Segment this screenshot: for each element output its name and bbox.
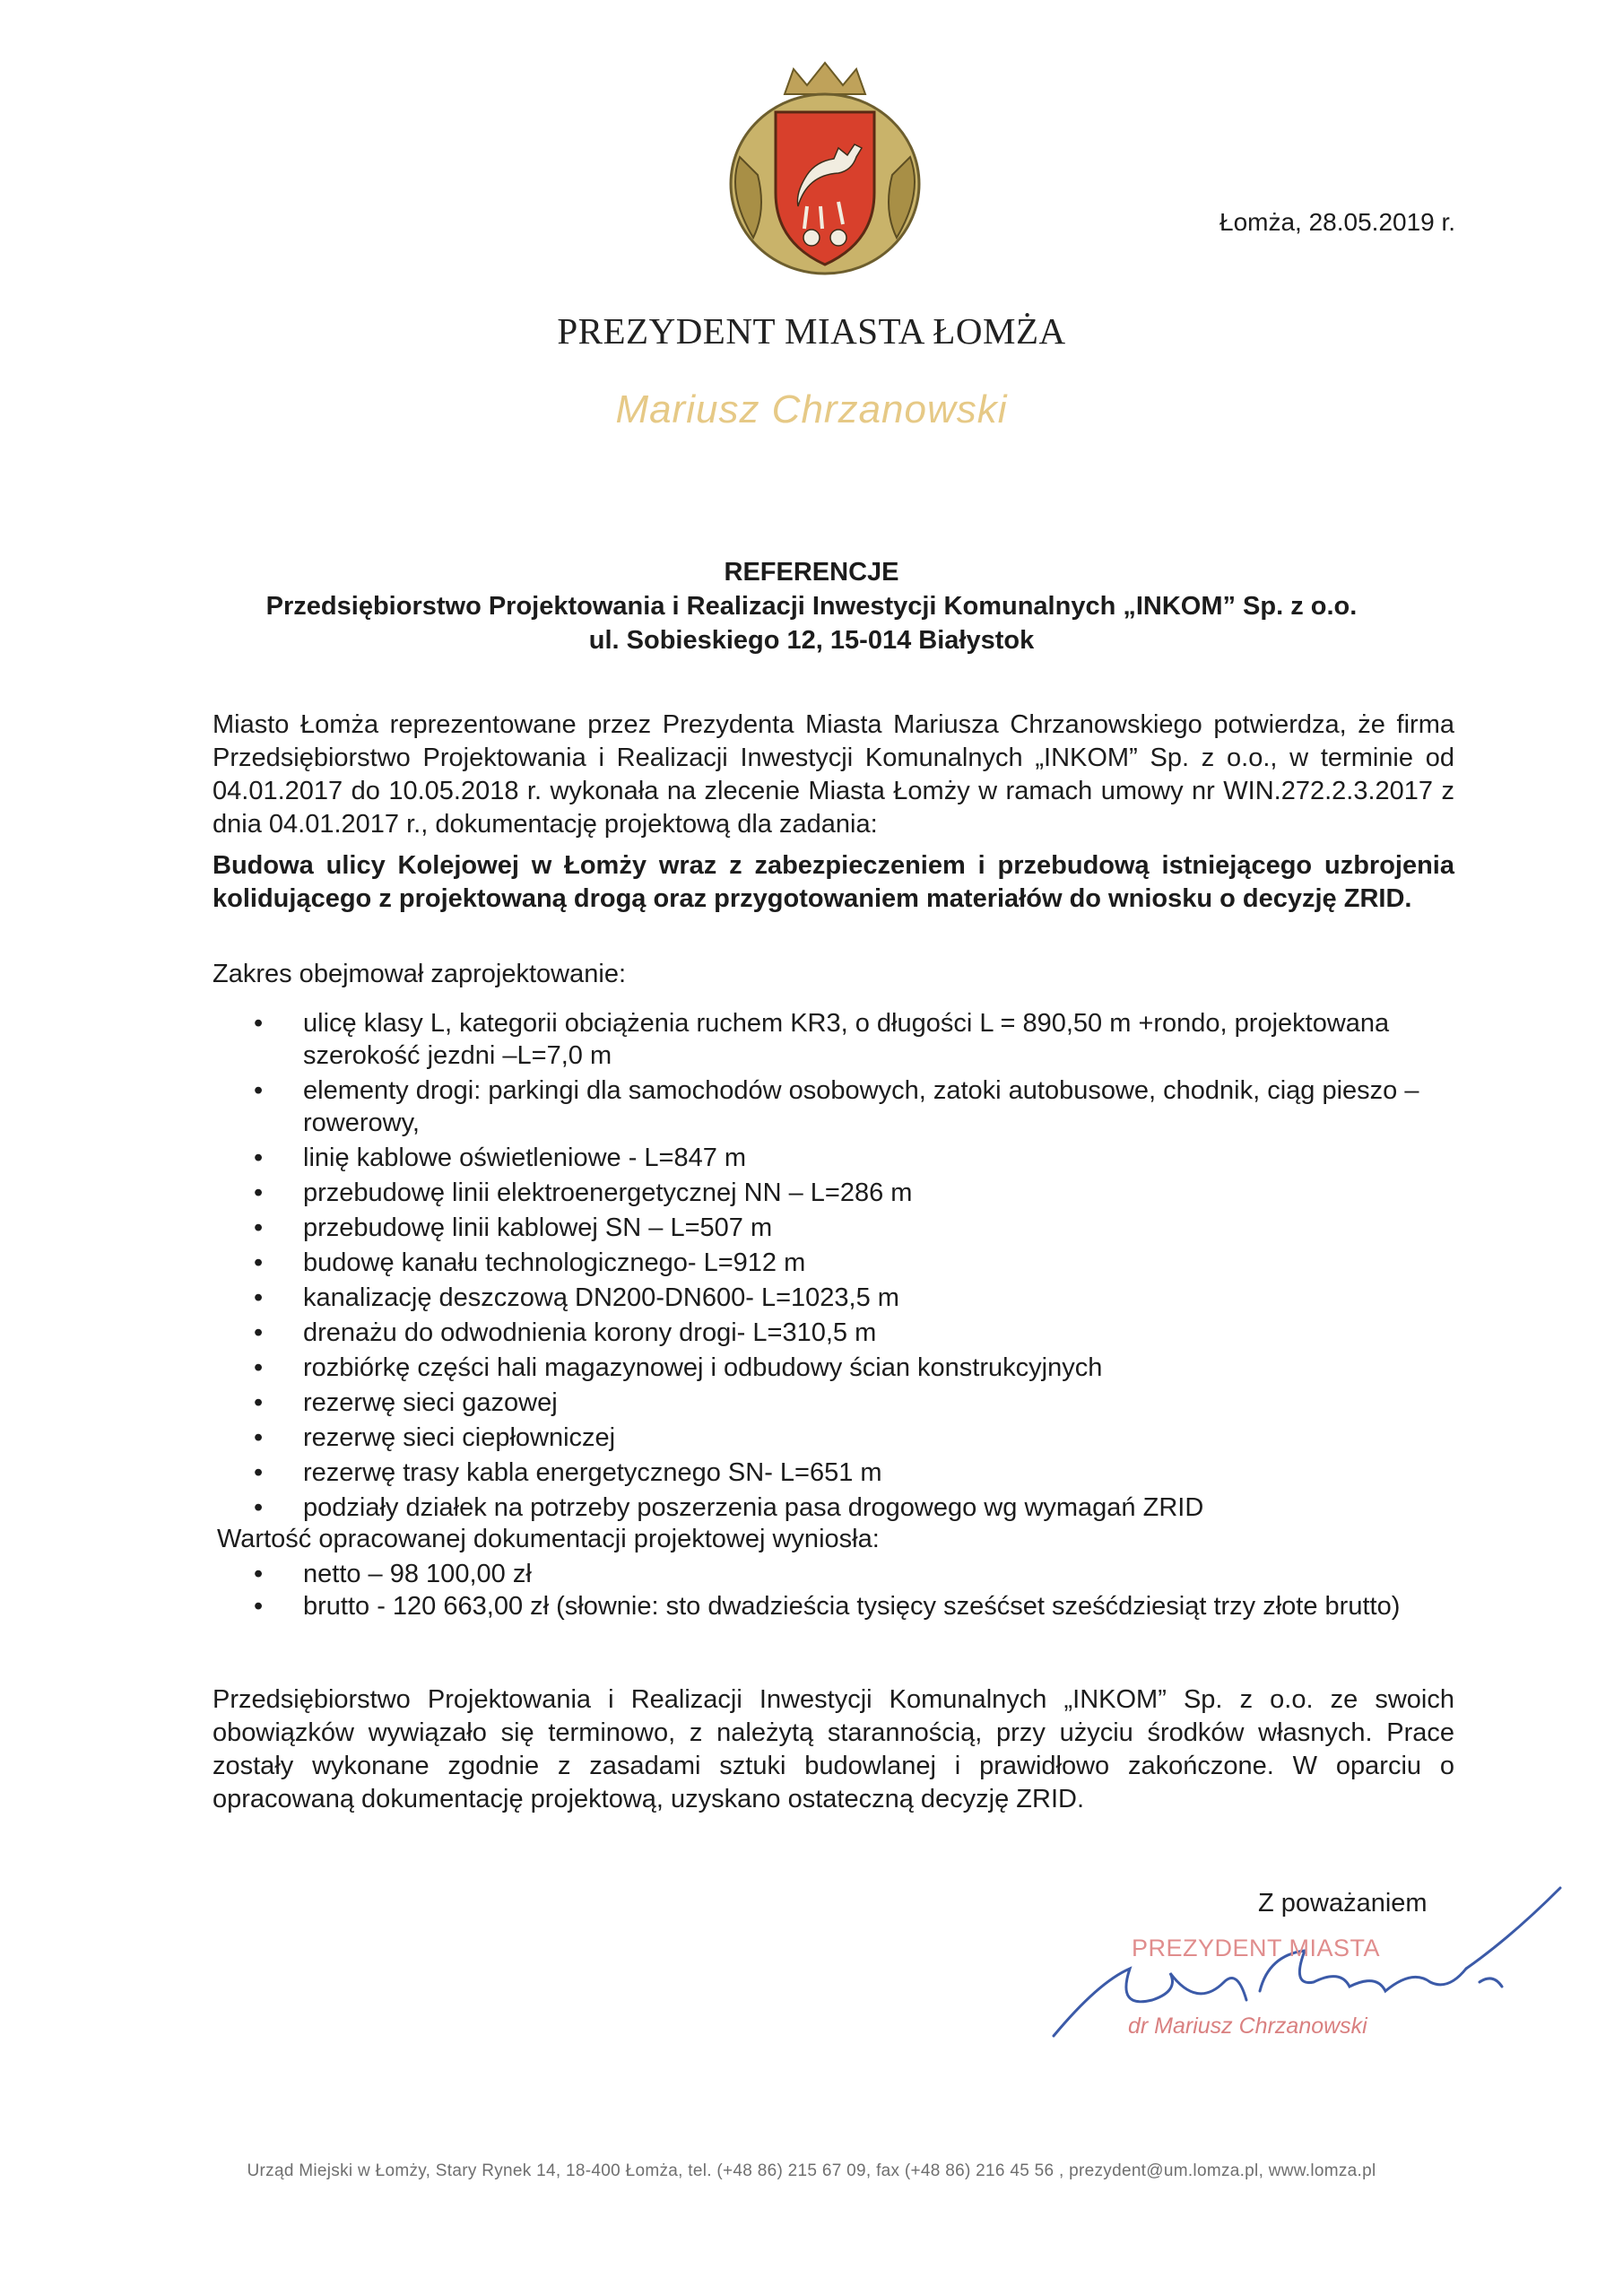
- list-item: • rozbiórkę części hali magazynowej i odbudowy ścian konstrukcyjnych: [254, 1352, 1455, 1384]
- list-item: • brutto - 120 663,00 zł (słownie: sto dwadzieścia tysięcy sześćset sześćdziesiąt trzy złote brutto): [254, 1590, 1455, 1622]
- stamp-name: dr Mariusz Chrzanowski: [1128, 2013, 1367, 2039]
- closing-paragraph: Przedsiębiorstwo Projektowania i Realizacji Inwestycji Komunalnych „INKOM” Sp. z o.o. ze swoich obowiązków wywiązało się terminowo, z należytą starannością, przy użyciu środków własnych. Prace zostały wykonane zgodnie z zasadami sztuki budowlanej i prawidłowo zakończone. W oparciu o opracowaną dokumentację projektową, uzyskano ostateczną decyzję ZRID.: [213, 1685, 1454, 1813]
- intro-paragraph: Miasto Łomża reprezentowane przez Prezydenta Miasta Mariusza Chrzanowskiego potwierdza, że firma Przedsiębiorstwo Projektowania i Realizacji Inwestycji Komunalnych „INKOM” Sp. z o.o., w terminie od 04.01.2017 do 10.05.2018 r. wykonała na zlecenie Miasta Łomży w ramach umowy nr WIN.272.2.3.2017 z dnia 04.01.2017 r., dokumentację projektową dla zadania:: [213, 710, 1454, 839]
- list-item: • netto – 98 100,00 zł: [254, 1558, 1455, 1590]
- document-title: REFERENCJE: [724, 558, 899, 587]
- list-item: • rezerwę sieci ciepłowniczej: [254, 1422, 1455, 1454]
- list-item: • ulicę klasy L, kategorii obciążenia ruchem KR3, o długości L = 890,50 m +rondo, projektowana szerokość jezdni –L=7,0 m: [254, 1007, 1455, 1072]
- company-name: Przedsiębiorstwo Projektowania i Realizacji Inwestycji Komunalnych „INKOM” Sp. z o.o.: [265, 592, 1358, 621]
- list-item: • przebudowę linii kablowej SN – L=507 m: [254, 1212, 1455, 1244]
- list-item: • rezerwę sieci gazowej: [254, 1387, 1455, 1419]
- list-item: • linię kablowe oświetleniowe - L=847 m: [254, 1142, 1455, 1174]
- value-list: [254, 1558, 1455, 1622]
- list-item: • budowę kanału technologicznego- L=912 m: [254, 1247, 1455, 1279]
- list-item: • rezerwę trasy kabla energetycznego SN- L=651 m: [254, 1457, 1455, 1489]
- task-title: Budowa ulicy Kolejowej w Łomży wraz z zabezpieczeniem i przebudową istniejącego uzbrojenia kolidującego z projektowaną drogą oraz przygotowaniem materiałów do wniosku o decyzję ZRID.: [213, 851, 1454, 913]
- coat-of-arms-icon: [722, 58, 928, 283]
- list-item: • elementy drogi: parkingi dla samochodów osobowych, zatoki autobusowe, chodnik, ciąg pieszo – rowerowy,: [254, 1074, 1455, 1139]
- stamp-office: PREZYDENT MIASTA: [1132, 1935, 1381, 1961]
- list-item: • podziały działek na potrzeby poszerzenia pasa drogowego wg wymagań ZRID: [254, 1492, 1455, 1524]
- list-item: • przebudowę linii elektroenergetycznej NN – L=286 m: [254, 1177, 1455, 1209]
- letter-date: Łomża, 28.05.2019 r.: [1219, 208, 1456, 236]
- scope-label: Zakres obejmował zaprojektowanie:: [213, 960, 626, 988]
- office-title: PREZYDENT MIASTA ŁOMŻA: [557, 310, 1066, 352]
- footer-contact: Urząd Miejski w Łomży, Stary Rynek 14, 18-400 Łomża, tel. (+48 86) 215 67 09, fax (+48 86) 216 45 56 , prezydent@um.lomza.pl, www.lomza.pl: [247, 2161, 1376, 2180]
- regards-text: Z poważaniem: [1258, 1889, 1428, 1918]
- mayor-name: Mariusz Chrzanowski: [615, 387, 1008, 431]
- company-address: ul. Sobieskiego 12, 15-014 Białystok: [588, 626, 1035, 655]
- scope-list: [254, 1007, 1455, 1526]
- list-item: • drenażu do odwodnienia korony drogi- L=310,5 m: [254, 1317, 1455, 1349]
- value-label: Wartość opracowanej dokumentacji projektowej wyniosła:: [217, 1525, 880, 1553]
- list-item: • kanalizację deszczową DN200-DN600- L=1023,5 m: [254, 1282, 1455, 1314]
